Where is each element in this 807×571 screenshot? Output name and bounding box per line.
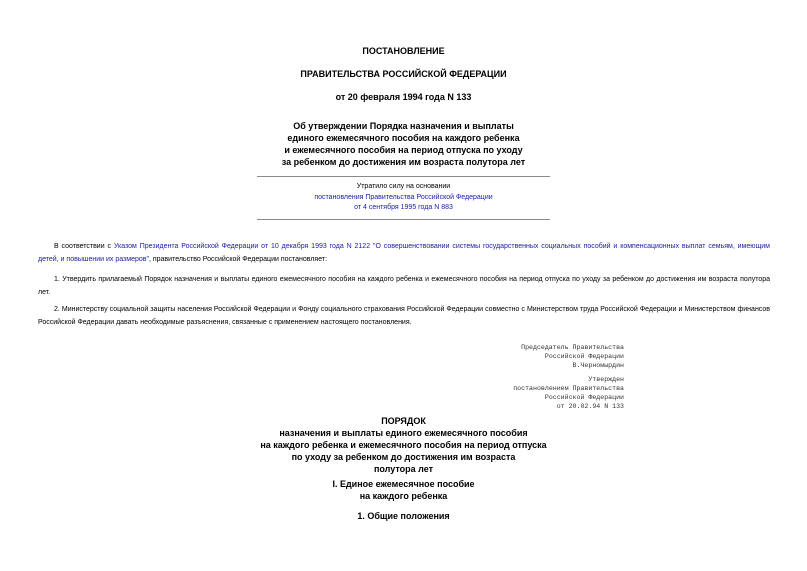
- signature-line: Председатель Правительства: [521, 344, 624, 351]
- approval-line: от 20.02.94 N 133: [556, 403, 624, 410]
- decree-link[interactable]: Указом Президента Российской Федерации от 10 декабря 1993 года N 2122 "О совершенствовании системы государственных социальных пособий и компенсационных выплат семьям, имеющим детей, и повышении их размеров": [38, 243, 770, 263]
- preamble-prefix: В соответствии с: [54, 243, 114, 250]
- order-title-line: назначения и выплаты единого ежемесячного пособия: [279, 428, 528, 438]
- item-2-paragraph: [38, 303, 770, 329]
- issuer: ПРАВИТЕЛЬСТВА РОССИЙСКОЙ ФЕДЕРАЦИИ: [300, 69, 507, 79]
- document-type: ПОСТАНОВЛЕНИЕ: [362, 46, 445, 56]
- approval-block: [513, 375, 624, 411]
- section-line: I. Единое ежемесячное пособие: [332, 479, 475, 489]
- title-line: и ежемесячного пособия на период отпуска по уходу: [284, 145, 523, 155]
- item-1-paragraph: [38, 273, 770, 299]
- document-date-number: от 20 февраля 1994 года N 133: [335, 92, 472, 102]
- preamble-suffix: , правительство Российской Федерации постановляет:: [148, 256, 328, 263]
- document-title: [0, 120, 807, 168]
- order-title-line: по уходу за ребенком до достижения им возраста: [291, 452, 516, 462]
- approval-line: Российской Федерации: [544, 394, 624, 401]
- signature-line: Российской Федерации: [544, 353, 624, 360]
- signature-line: В.Черномырдин: [572, 362, 624, 369]
- repeal-link-line1: постановления Правительства Российской Федерации: [314, 193, 493, 201]
- title-line: Об утверждении Порядка назначения и выплаты: [293, 121, 514, 131]
- approval-line: Утвержден: [588, 376, 624, 383]
- order-title-line: ПОРЯДОК: [381, 416, 426, 426]
- status-note: [0, 182, 807, 214]
- order-title-line: на каждого ребенка и ежемесячного пособия на период отпуска: [260, 440, 547, 450]
- item-1-text: 1. Утвердить прилагаемый Порядок назначения и выплаты единого ежемесячного пособия на каждого ребенка и ежемесячного пособия на период отпуска по уходу за ребенком до достижения им возраста полутора лет.: [38, 276, 770, 296]
- lost-force-text: Утратило силу на основании: [356, 183, 451, 190]
- section-line: на каждого ребенка: [359, 491, 448, 501]
- subsection-heading: 1. Общие положения: [357, 511, 450, 521]
- item-2-text: 2. Министерству социальной защиты населения Российской Федерации и Фонду социального страхования Российской Федерации совместно с Министерством труда Российской Федерации и Министерством финансов Российской Федерации давать необходимые разъяснения, связанные с применением настоящего постановления.: [38, 306, 770, 326]
- order-title: [0, 415, 807, 475]
- divider-top: [257, 176, 550, 177]
- repeal-link-line2: от 4 сентября 1995 года N 883: [354, 204, 453, 211]
- signature-block: [521, 343, 624, 370]
- order-title-line: полутора лет: [373, 464, 434, 474]
- title-line: единого ежемесячного пособия на каждого ребенка: [287, 133, 520, 143]
- divider-bottom: [257, 219, 550, 220]
- title-line: за ребенком до достижения им возраста полутора лет: [281, 157, 526, 167]
- approval-line: постановлением Правительства: [513, 385, 624, 392]
- section-heading: [0, 478, 807, 502]
- repeal-link[interactable]: [0, 193, 807, 214]
- preamble-paragraph: [38, 240, 770, 266]
